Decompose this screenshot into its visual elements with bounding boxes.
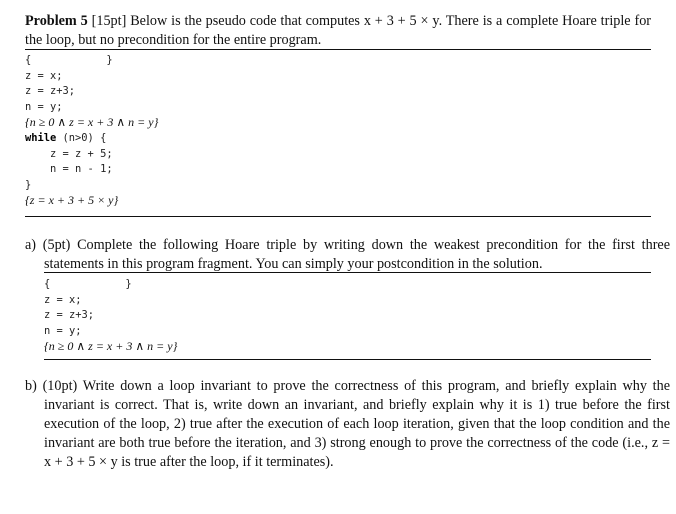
part-a-label: a) [25,237,37,253]
code-line-n-minus-1: n = n - 1; [25,163,113,176]
problem-points: [15pt] [91,13,127,29]
rule-bottom-part-a [44,359,651,360]
part-a-points: (5pt) [42,237,71,253]
part-a-line-postcondition: {n ≥ 0 ∧ z = x + 3 ∧ n = y} [44,339,178,354]
code-line-close-brace: } [25,178,32,191]
problem-title: Problem 5 [25,13,88,29]
code-line-precondition-braces: { } [25,54,113,66]
part-a-code-block [44,277,177,355]
part-b-statement [25,377,670,472]
part-b-points: (10pt) [42,378,78,394]
part-a-line-assign-z-plus-3: z = z+3; [44,309,95,322]
while-keyword: while [25,131,57,144]
while-condition: (n>0) { [56,131,107,144]
main-code-block [25,53,158,209]
code-line-while [25,131,158,147]
part-a-line-assign-n-y: n = y; [44,324,82,337]
problem-statement [25,12,651,50]
part-a-text: Complete the following Hoare triple by writing down the weakest precondition for the first three statements in this program fragment. You can simply your postcondition in the solution. [44,237,671,272]
code-line-assign-z-plus-3: z = z+3; [25,85,76,98]
problem-intro: Below is the pseudo code that computes x + 3 + 5 × y. There is a complete Hoare triple for the loop, but no precondition for the entire program. [25,13,652,48]
code-line-postcondition: {z = x + 3 + 5 × y} [25,193,119,208]
code-line-assign-n-y: n = y; [25,100,63,113]
part-b-text: Write down a loop invariant to prove the correctness of this program, and briefly explain why the invariant is correct. That is, write down an invariant, and briefly explain why it is 1) true before the first execution of the loop, 2) true after the execution of each loop iteration, given that the loop condition and the invariant are both true before the iteration, and 3) strong enough to prove the correctness of the code (i.e., z = x + 3 + 5 × y is true after the loop, if it terminates). [44,378,671,470]
rule-top-part-a [44,272,651,273]
part-b-label: b) [25,378,37,394]
part-a-statement [25,236,670,274]
part-a-line-braces: { } [44,278,132,290]
rule-bottom-main [25,216,651,217]
part-a-line-assign-z-x: z = x; [44,293,82,306]
rule-top-main [25,49,651,50]
code-line-loop-precondition: {n ≥ 0 ∧ z = x + 3 ∧ n = y} [25,115,159,130]
code-line-assign-z-x: z = x; [25,69,63,82]
code-line-z-plus-5: z = z + 5; [25,147,113,160]
